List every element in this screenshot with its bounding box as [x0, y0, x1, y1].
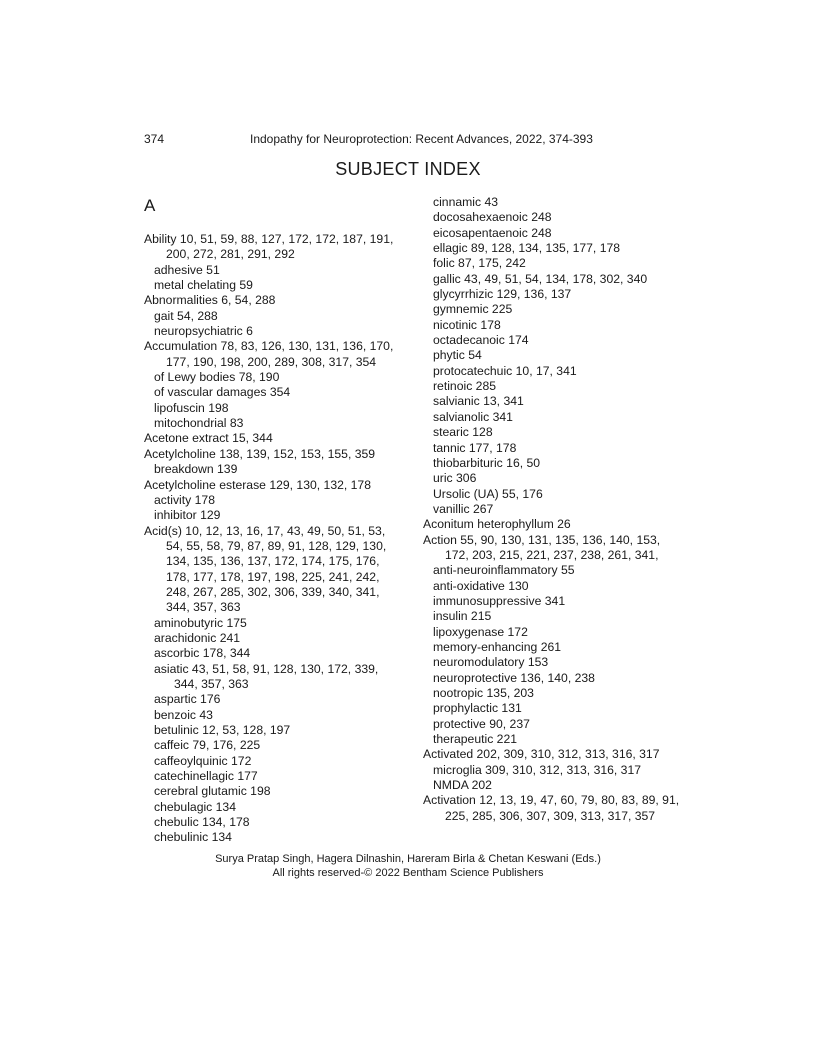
index-subentry: tannic 177, 178: [433, 440, 517, 455]
index-entry: Activated 202, 309, 310, 312, 313, 316, 317: [423, 747, 660, 762]
index-subentry: octadecanoic 174: [433, 333, 529, 348]
page-title: SUBJECT INDEX: [335, 159, 481, 179]
index-subentry: chebulinic 134: [154, 830, 232, 845]
index-subentry: gallic 43, 49, 51, 54, 134, 178, 302, 340: [433, 271, 648, 286]
index-entry: Accumulation 78, 83, 126, 130, 131, 136, 170, 177, 190, 198, 200, 289, 308, 317, 354: [144, 339, 394, 369]
index-subentry: eicosapentaenoic 248: [433, 225, 552, 240]
index-entry: Acetone extract 15, 344: [144, 431, 273, 446]
index-subentry: phytic 54: [433, 348, 482, 363]
index-subentry: NMDA 202: [433, 778, 492, 793]
index-entry: Aconitum heterophyllum 26: [423, 517, 571, 532]
index-subentry: neuromodulatory 153: [433, 655, 549, 670]
index-subentry: protocatechuic 10, 17, 341: [433, 363, 577, 378]
index-subentry: breakdown 139: [154, 462, 238, 477]
index-subentry: chebulic 134, 178: [154, 815, 250, 830]
index-subentry: activity 178: [154, 492, 215, 507]
index-subentry: Ursolic (UA) 55, 176: [433, 486, 543, 501]
index-subentry: lipoxygenase 172: [433, 624, 528, 639]
index-column-left: [144, 232, 404, 846]
index-subentry: nicotinic 178: [433, 317, 501, 332]
index-subentry: anti-oxidative 130: [433, 578, 529, 593]
index-subentry: gymnemic 225: [433, 302, 513, 317]
index-subentry: vanillic 267: [433, 501, 494, 516]
page-number: 374: [144, 132, 165, 146]
index-subentry: metal chelating 59: [154, 278, 253, 293]
index-subentry: memory-enhancing 261: [433, 639, 562, 654]
index-subentry: stearic 128: [433, 425, 493, 440]
index-column-right: [423, 195, 683, 824]
index-subentry: protective 90, 237: [433, 716, 530, 731]
index-subentry: benzoic 43: [154, 707, 213, 722]
index-subentry: aminobutyric 175: [154, 615, 247, 630]
index-subentry: folic 87, 175, 242: [433, 256, 526, 271]
index-subentry: gait 54, 288: [154, 308, 218, 323]
index-subentry: immunosuppressive 341: [433, 593, 566, 608]
index-subentry: chebulagic 134: [154, 799, 236, 814]
index-subentry: cinnamic 43: [433, 195, 499, 209]
index-subentry: of vascular damages 354: [154, 385, 291, 400]
index-subentry: caffeic 79, 176, 225: [154, 738, 261, 753]
index-entry: Activation 12, 13, 19, 47, 60, 79, 80, 83, 89, 91, 225, 285, 306, 307, 309, 313, 317, 357: [423, 793, 680, 823]
index-subentry: therapeutic 221: [433, 732, 518, 747]
index-subentry: adhesive 51: [154, 262, 220, 277]
index-subentry: mitochondrial 83: [154, 416, 244, 431]
index-entry: Acetylcholine 138, 139, 152, 153, 155, 359: [144, 446, 376, 461]
index-subentry: retinoic 285: [433, 379, 497, 394]
index-subentry: arachidonic 241: [154, 630, 241, 645]
footer-editors: Surya Pratap Singh, Hagera Dilnashin, Hareram Birla & Chetan Keswani (Eds.): [215, 853, 601, 865]
section-letter: A: [144, 196, 156, 215]
index-subentry: asiatic 43, 51, 58, 91, 128, 130, 172, 339, 344, 357, 363: [154, 661, 379, 691]
index-entry: Abnormalities 6, 54, 288: [144, 293, 276, 308]
index-subentry: catechinellagic 177: [154, 769, 258, 784]
index-entry: Ability 10, 51, 59, 88, 127, 172, 172, 187, 191, 200, 272, 281, 291, 292: [144, 232, 394, 262]
index-subentry: neuroprotective 136, 140, 238: [433, 670, 595, 685]
index-subentry: lipofuscin 198: [154, 400, 229, 415]
index-entry: Acetylcholine esterase 129, 130, 132, 178: [144, 477, 371, 492]
footer-rights: All rights reserved-© 2022 Bentham Science Publishers: [272, 867, 544, 879]
index-subentry: ellagic 89, 128, 134, 135, 177, 178: [433, 241, 621, 256]
index-subentry: nootropic 135, 203: [433, 686, 534, 700]
index-subentry: prophylactic 131: [433, 701, 522, 716]
index-subentry: glycyrrhizic 129, 136, 137: [433, 287, 572, 302]
index-subentry: betulinic 12, 53, 128, 197: [154, 723, 291, 737]
index-subentry: salvianic 13, 341: [433, 394, 524, 409]
index-subentry: inhibitor 129: [154, 508, 221, 523]
index-subentry: aspartic 176: [154, 692, 221, 707]
index-subentry: ascorbic 178, 344: [154, 646, 251, 661]
index-subentry: of Lewy bodies 78, 190: [154, 370, 280, 385]
index-subentry: anti-neuroinflammatory 55: [433, 563, 575, 578]
index-subentry: neuropsychiatric 6: [154, 324, 253, 339]
index-entry: Action 55, 90, 130, 131, 135, 136, 140, 153, 172, 203, 215, 221, 237, 238, 261, 341,: [423, 532, 661, 562]
index-subentry: uric 306: [433, 471, 477, 486]
index-entry: Acid(s) 10, 12, 13, 16, 17, 43, 49, 50, 51, 53, 54, 55, 58, 79, 87, 89, 91, 128, 129, 130, 134, 135, 136, 137, 172, 174, 175, 176, 178, 177, 178, 197, 198, 225, 241, 242, 248, 267, 285, 302, 306, 339, 340, 341, 344, 357, 363: [144, 523, 387, 615]
index-subentry: cerebral glutamic 198: [154, 784, 271, 799]
index-subentry: insulin 215: [433, 609, 492, 624]
index-subentry: microglia 309, 310, 312, 313, 316, 317: [433, 762, 642, 777]
index-subentry: thiobarbituric 16, 50: [433, 455, 541, 470]
index-subentry: docosahexaenoic 248: [433, 210, 552, 225]
index-subentry: salvianolic 341: [433, 409, 513, 424]
running-title: Indopathy for Neuroprotection: Recent Advances, 2022, 374-393: [250, 132, 593, 146]
index-subentry: caffeoylquinic 172: [154, 753, 252, 768]
